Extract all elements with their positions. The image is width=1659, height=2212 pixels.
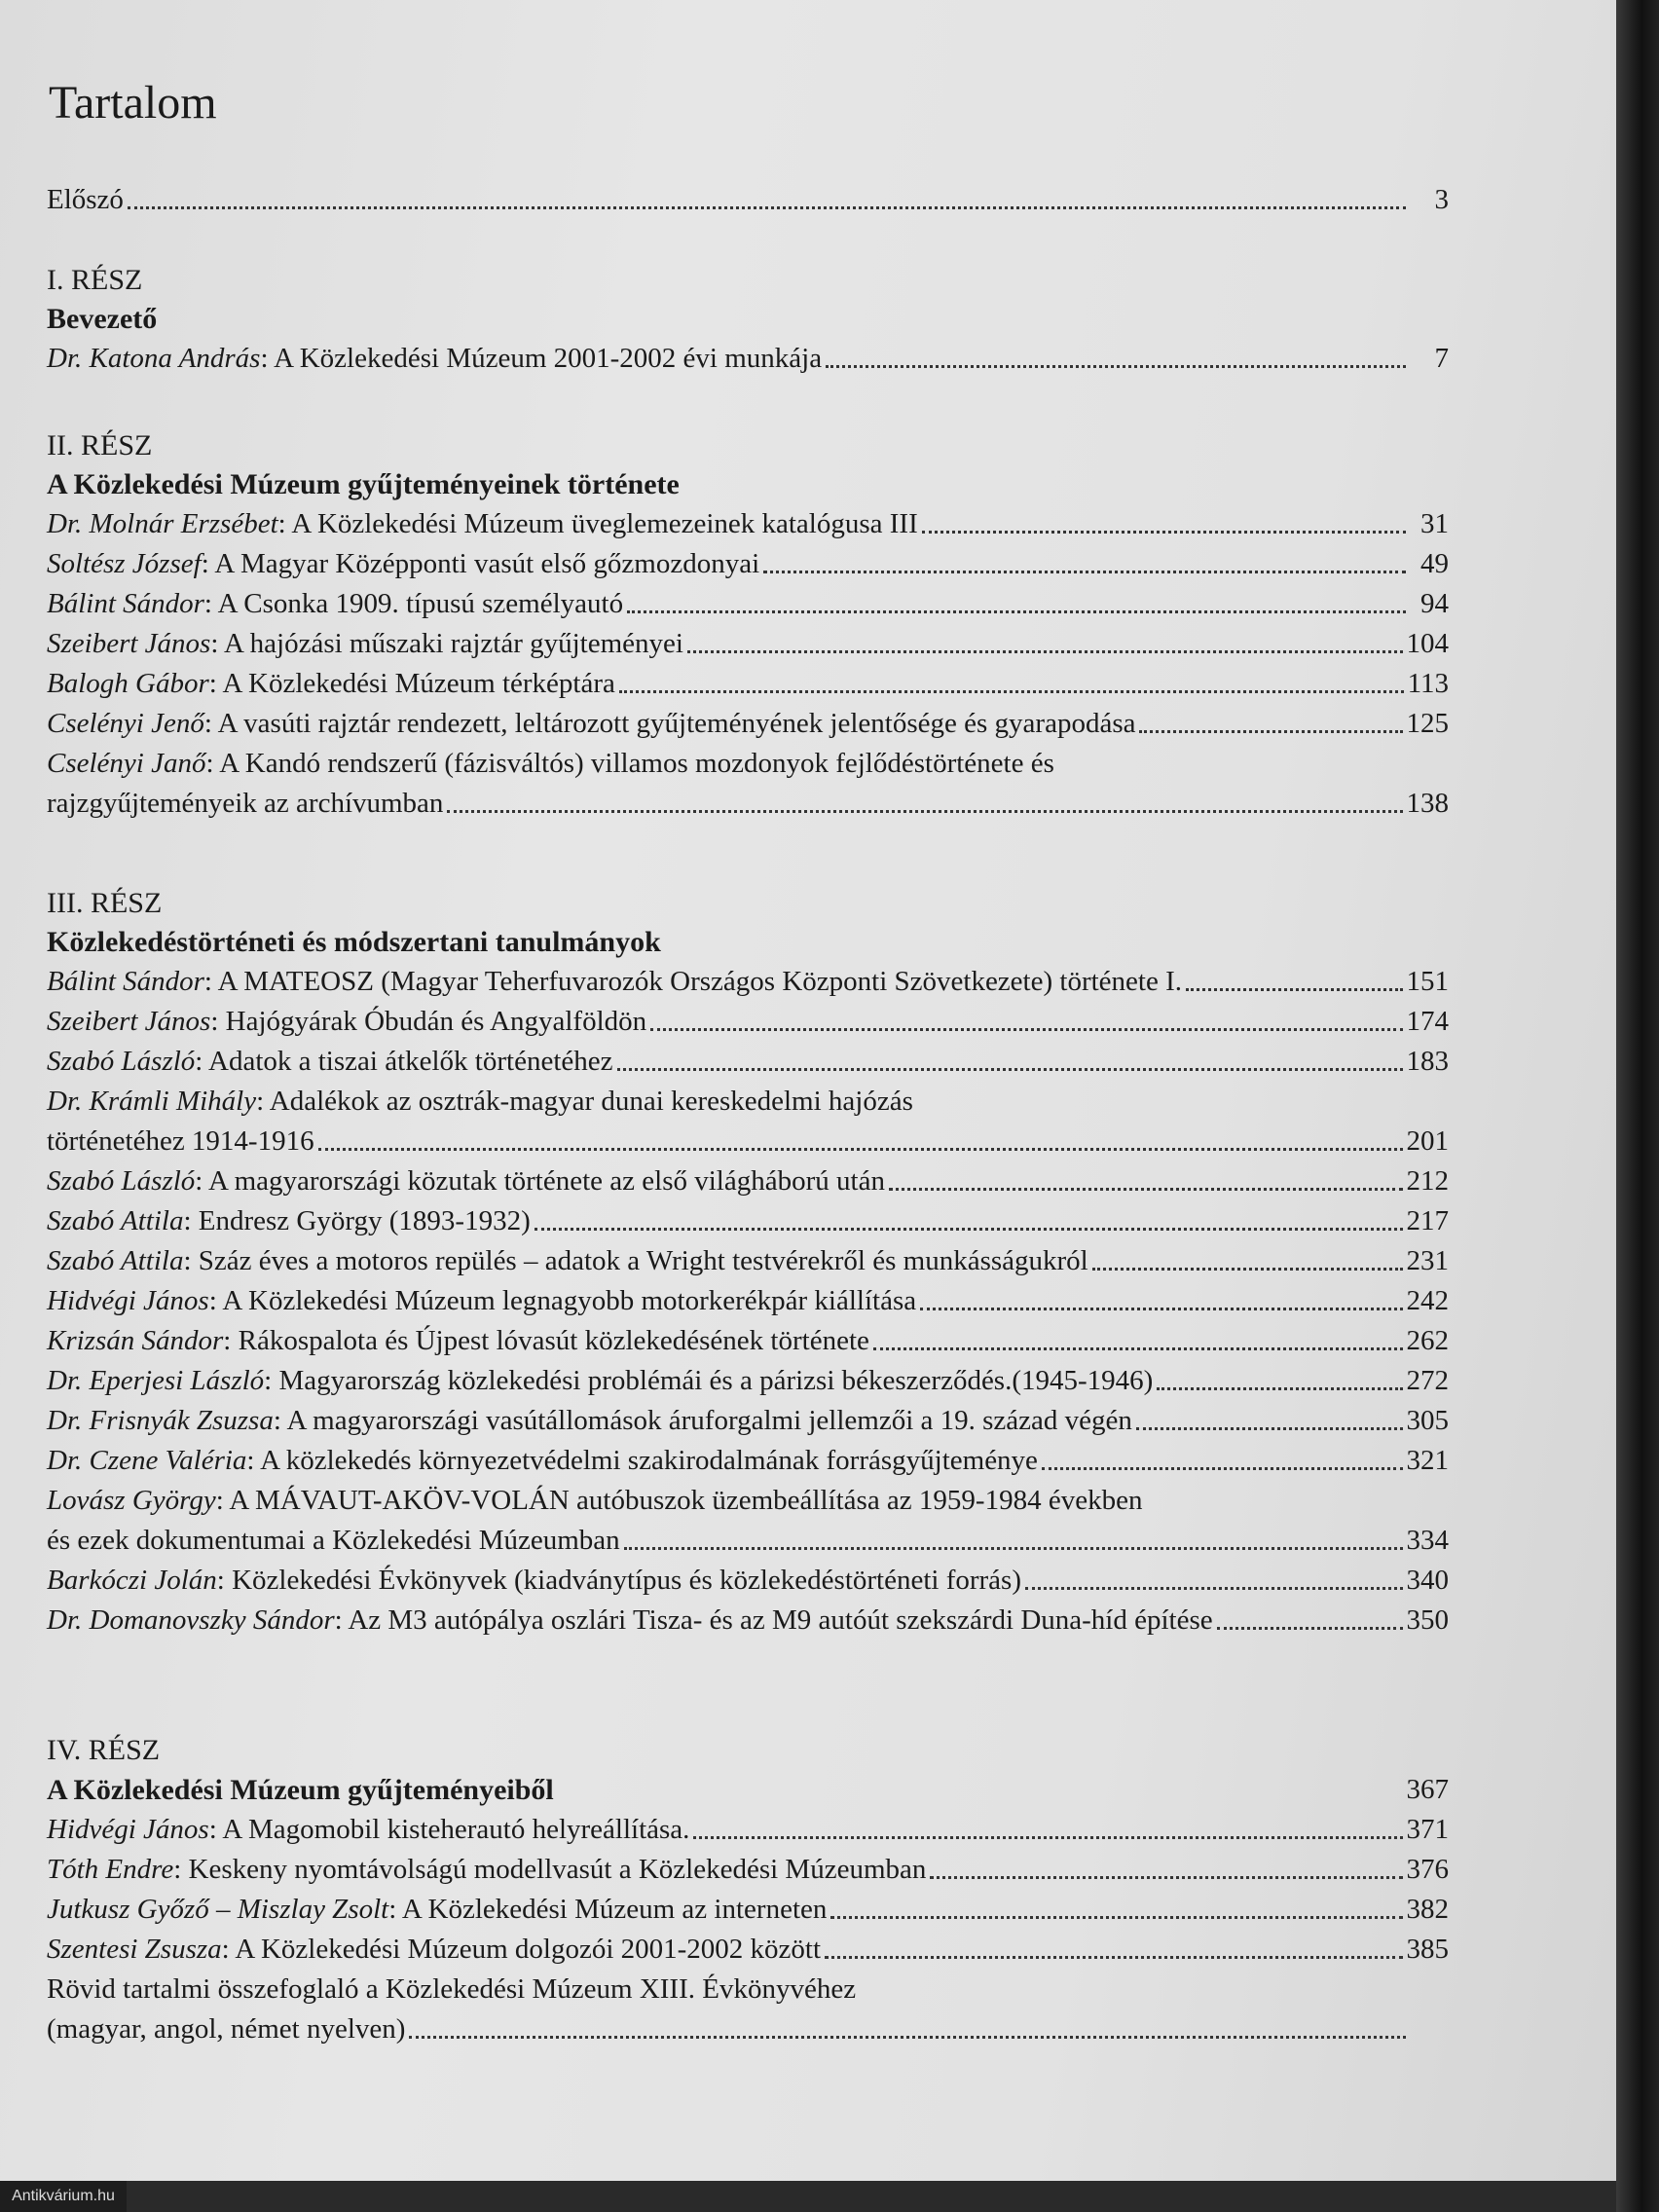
dot-leader <box>930 1876 1402 1879</box>
part-title: A Közlekedési Múzeum gyűjteményeiből <box>47 1774 554 1806</box>
toc-entry-page: 104 <box>1406 628 1449 659</box>
dot-leader <box>687 650 1403 653</box>
toc-entry-author: Szabó Attila <box>47 1245 184 1276</box>
toc-entry <box>47 1042 1449 1082</box>
toc-entry-author: Lovász György <box>47 1485 216 1516</box>
toc-entry-page: 7 <box>1434 343 1449 374</box>
toc-entry <box>47 1890 1449 1930</box>
toc-entry-author: Dr. Katona András <box>47 343 261 374</box>
eloszo-section <box>47 180 1449 220</box>
toc-entry-text: Előszó <box>47 184 124 215</box>
toc-entry <box>47 1201 1449 1241</box>
dot-leader <box>650 1028 1402 1031</box>
toc-entry-page: 212 <box>1406 1165 1449 1197</box>
dot-leader <box>409 2036 1406 2039</box>
toc-entry-author: Hidvégi János <box>47 1285 209 1316</box>
toc-entry-text: : Közlekedési Évkönyvek (kiadványtípus és közlekedéstörténeti forrás) <box>216 1565 1021 1596</box>
toc-entry-text: Rövid tartalmi összefoglaló a Közlekedési Múzeum XIII. Évkönyvéhez <box>47 1973 857 2005</box>
dot-leader <box>1092 1268 1403 1271</box>
watermark: Antikvárium.hu <box>0 2181 127 2212</box>
dot-leader <box>617 1068 1403 1071</box>
toc-entry-page: 201 <box>1406 1125 1449 1157</box>
toc-entry-page: 125 <box>1406 708 1449 739</box>
toc-entry-page: 272 <box>1406 1365 1449 1396</box>
toc-entry-author: Cselényi Janő <box>47 748 206 779</box>
dot-leader <box>1136 1427 1403 1430</box>
toc-entry-text: : A Közlekedési Múzeum az interneten <box>388 1894 828 1925</box>
toc-entry-text: : A Közlekedési Múzeum legnagyobb motorkerékpár kiállítása <box>208 1285 917 1316</box>
toc-entry <box>47 1002 1449 1042</box>
toc-entry <box>47 962 1449 1002</box>
dot-leader <box>826 365 1406 368</box>
toc-entry-author: Dr. Krámli Mihály <box>47 1086 257 1117</box>
toc-entry-text: : A Magyar Középponti vasút első gőzmozdonyai <box>201 548 760 579</box>
dot-leader <box>763 571 1406 573</box>
toc-entry-page: 113 <box>1407 668 1449 699</box>
dot-leader <box>693 1836 1402 1839</box>
toc-entry-author: Hidvégi János <box>47 1814 209 1845</box>
toc-entry-text-continued: (magyar, angol, német nyelven) <box>47 2013 406 2045</box>
toc-entry <box>47 664 1449 704</box>
toc-entry-page: 94 <box>1420 588 1449 619</box>
toc-entry-author: Szabó László <box>47 1046 196 1077</box>
toc-entry-page: 376 <box>1406 1854 1449 1885</box>
part-1 <box>47 261 1449 379</box>
part-label: IV. RÉSZ <box>47 1734 161 1766</box>
dot-leader <box>318 1148 1403 1151</box>
toc-entry-text: : Száz éves a motoros repülés – adatok a Wright testvérekről és munkásságukról <box>183 1245 1088 1276</box>
part-2 <box>47 426 1449 824</box>
toc-entry <box>47 1930 1449 1970</box>
toc-entry-text: : A Magomobil kisteherautó helyreállítása. <box>208 1814 690 1845</box>
toc-entry <box>47 1401 1449 1441</box>
spacer <box>558 1796 1403 1799</box>
dot-leader <box>825 1956 1402 1959</box>
toc-entry-text: : Magyarország közlekedési problémái és a párizsi békeszerződés.(1945-1946) <box>264 1365 1154 1396</box>
book-spine-edge <box>1616 0 1659 2212</box>
dot-leader <box>920 1308 1402 1310</box>
toc-entry-text: : A Közlekedési Múzeum üveglemezeinek katalógusa III <box>277 508 918 539</box>
toc-entry-author: Dr. Czene Valéria <box>47 1445 247 1476</box>
toc-entry-text: : A magyarországi vasútállomások áruforgalmi jellemzői a 19. század végén <box>273 1405 1132 1436</box>
toc-entry-page: 31 <box>1420 508 1449 539</box>
toc-entry-page: 231 <box>1406 1245 1449 1276</box>
toc-entry-page: 334 <box>1406 1525 1449 1556</box>
part-label: II. RÉSZ <box>47 429 153 461</box>
toc-entry <box>47 1321 1449 1361</box>
toc-entry-eloszo <box>47 180 1449 220</box>
toc-entry-text: : A Csonka 1909. típusú személyautó <box>203 588 624 619</box>
toc-entry-author: Szentesi Zsusza <box>47 1934 222 1965</box>
toc-entry-page: 340 <box>1406 1565 1449 1596</box>
toc-entry-author: Dr. Frisnyák Zsuzsa <box>47 1405 274 1436</box>
toc-entry-text-continued: rajzgyűjteményeik az archívumban <box>47 788 444 819</box>
toc-entry <box>47 1361 1449 1401</box>
dot-leader <box>830 1916 1402 1919</box>
toc-entry <box>47 584 1449 624</box>
toc-entry-text-continued: és ezek dokumentumai a Közlekedési Múzeumban <box>47 1525 620 1556</box>
toc-entry <box>47 1481 1449 1561</box>
part-label: III. RÉSZ <box>47 887 163 919</box>
toc-entry-page: 151 <box>1406 966 1449 997</box>
toc-entry-page: 138 <box>1406 788 1449 819</box>
toc-entry <box>47 1810 1449 1850</box>
part-label: I. RÉSZ <box>47 264 143 296</box>
toc-entry-text: : Adalékok az osztrák-magyar dunai kereskedelmi hajózás <box>256 1086 913 1117</box>
toc-entry-page: 371 <box>1406 1814 1449 1845</box>
toc-entry-author: Szeibert János <box>47 1006 211 1037</box>
toc-entry-author: Tóth Endre <box>47 1854 174 1885</box>
dot-leader <box>624 1547 1403 1550</box>
toc-entry-author: Dr. Molnár Erzsébet <box>47 508 278 539</box>
part-title: A Közlekedési Múzeum gyűjteményeinek története <box>47 468 680 500</box>
toc-entry-page: 350 <box>1406 1604 1449 1636</box>
toc-entry <box>47 1441 1449 1481</box>
page-title: Tartalom <box>49 77 217 129</box>
dot-leader <box>447 810 1402 813</box>
toc-entry <box>47 1850 1449 1890</box>
toc-entry-text: : Endresz György (1893-1932) <box>183 1205 531 1236</box>
toc-entry-text: : A Közlekedési Múzeum 2001-2002 évi munkája <box>260 343 823 374</box>
toc-entry-page: 174 <box>1406 1006 1449 1037</box>
dot-leader <box>1042 1467 1403 1470</box>
toc-entry <box>47 704 1449 744</box>
toc-entry-page: 367 <box>1406 1774 1449 1805</box>
toc-entry-page: 305 <box>1406 1405 1449 1436</box>
toc-entry-author: Bálint Sándor <box>47 588 204 619</box>
dot-leader <box>873 1347 1403 1350</box>
toc-entry-text: : A Közlekedési Múzeum térképtára <box>208 668 615 699</box>
toc-entry-text: : Hajógyárak Óbudán és Angyalföldön <box>210 1006 647 1037</box>
dot-leader <box>889 1188 1403 1191</box>
part-title: Közlekedéstörténeti és módszertani tanulmányok <box>47 926 661 958</box>
toc-entry-page: 49 <box>1420 548 1449 579</box>
toc-entry <box>47 1241 1449 1281</box>
toc-entry <box>47 744 1449 824</box>
dot-leader <box>619 690 1404 693</box>
toc-entry <box>47 504 1449 544</box>
toc-entry-text-continued: történetéhez 1914-1916 <box>47 1125 314 1157</box>
toc-entry-author: Dr. Eperjesi László <box>47 1365 265 1396</box>
dot-leader <box>1217 1627 1403 1630</box>
dot-leader <box>1025 1587 1403 1590</box>
toc-entry-page: 262 <box>1406 1325 1449 1356</box>
toc-entry <box>47 1161 1449 1201</box>
toc-entry-text: : A Kandó rendszerű (fázisváltós) villamos mozdonyok fejlődéstörténete és <box>205 748 1054 779</box>
toc-entry-text: : Keskeny nyomtávolságú modellvasút a Közlekedési Múzeumban <box>173 1854 927 1885</box>
dot-leader <box>128 206 1406 209</box>
toc-entry <box>47 1970 1449 2049</box>
dot-leader <box>922 531 1406 534</box>
dot-leader <box>535 1228 1403 1231</box>
part-title: Bevezető <box>47 303 158 335</box>
toc-entry-page: 321 <box>1406 1445 1449 1476</box>
toc-entry <box>47 339 1449 379</box>
toc-entry-text: : A közlekedés környezetvédelmi szakirodalmának forrásgyűjteménye <box>246 1445 1038 1476</box>
toc-entry-text: : A MÁVAUT-AKÖV-VOLÁN autóbuszok üzembeállítása az 1959-1984 években <box>215 1485 1143 1516</box>
dot-leader <box>1139 730 1402 733</box>
toc-entry-author: Dr. Domanovszky Sándor <box>47 1604 335 1636</box>
toc-entry-page: 385 <box>1406 1934 1449 1965</box>
toc-entry-author: Szeibert János <box>47 628 211 659</box>
toc-entry <box>47 1281 1449 1321</box>
dot-leader <box>627 610 1406 613</box>
toc-entry-text: : A Közlekedési Múzeum dolgozói 2001-2002 között <box>221 1934 822 1965</box>
toc-entry <box>47 624 1449 664</box>
toc-entry-author: Soltész József <box>47 548 202 579</box>
toc-entry-text: : A magyarországi közutak története az első világháború után <box>195 1165 885 1197</box>
toc-entry-page: 3 <box>1434 184 1449 215</box>
part-title-row <box>47 1770 1449 1810</box>
toc-entry-page: 183 <box>1406 1046 1449 1077</box>
toc-entry <box>47 1561 1449 1601</box>
toc-entry-author: Balogh Gábor <box>47 668 209 699</box>
part-3 <box>47 884 1449 1641</box>
toc-entry-text: : A MATEOSZ (Magyar Teherfuvarozók Országos Központi Szövetkezete) története I. <box>203 966 1182 997</box>
toc-entry-text: : Az M3 autópálya oszlári Tisza- és az M9 autóút szekszárdi Duna-híd építése <box>334 1604 1213 1636</box>
toc-entry-text: : Rákospalota és Újpest lóvasút közlekedésének története <box>223 1325 869 1356</box>
toc-entry-text: : Adatok a tiszai átkelők történetéhez <box>195 1046 613 1077</box>
toc-entry-text: : A vasúti rajztár rendezett, leltározott gyűjteményének jelentősége és gyarapodása <box>203 708 1136 739</box>
toc-entry-page: 217 <box>1406 1205 1449 1236</box>
toc-entry-page: 382 <box>1406 1894 1449 1925</box>
toc-entry <box>47 544 1449 584</box>
toc-entry-author: Jutkusz Győző – Miszlay Zsolt <box>47 1894 389 1925</box>
toc-entry-text: : A hajózási műszaki rajztár gyűjteményei <box>210 628 683 659</box>
toc-entry-author: Barkóczi Jolán <box>47 1565 217 1596</box>
dot-leader <box>1157 1387 1402 1390</box>
toc-entry-page: 242 <box>1406 1285 1449 1316</box>
toc-entry-author: Cselényi Jenő <box>47 708 204 739</box>
toc-entry-author: Szabó Attila <box>47 1205 184 1236</box>
toc-entry-author: Szabó László <box>47 1165 196 1197</box>
toc-entry-author: Krizsán Sándor <box>47 1325 224 1356</box>
toc-entry <box>47 1601 1449 1641</box>
toc-entry-author: Bálint Sándor <box>47 966 204 997</box>
dot-leader <box>1186 988 1403 991</box>
part-4 <box>47 1731 1449 2049</box>
toc-entry <box>47 1082 1449 1161</box>
